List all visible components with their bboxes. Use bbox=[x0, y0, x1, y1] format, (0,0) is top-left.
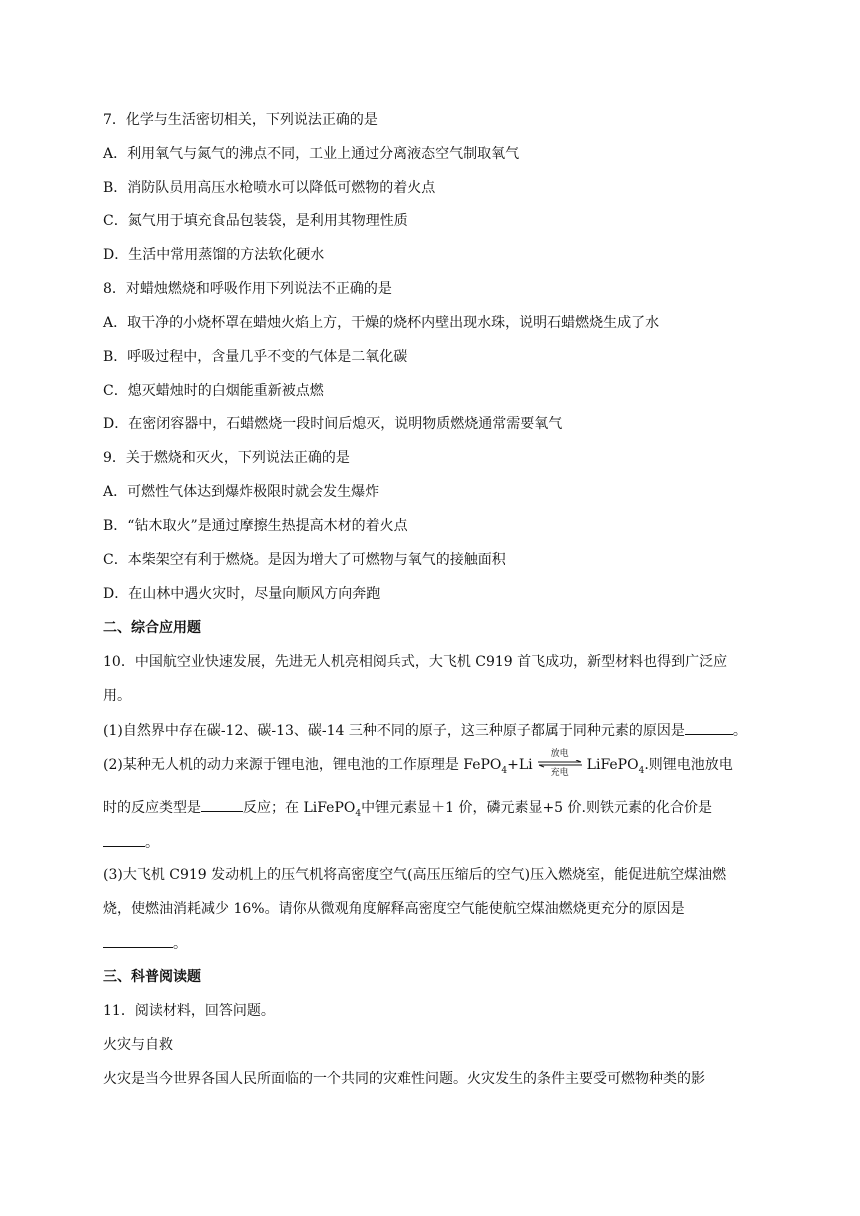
q7-option-d: D．生活中常用蒸馏的方法软化硬水 bbox=[103, 247, 325, 263]
subscript-4: 4 bbox=[501, 765, 508, 776]
answer-blank[interactable] bbox=[103, 933, 173, 948]
q9-option-a: A．可燃性气体达到爆炸极限时就会发生爆炸 bbox=[103, 484, 380, 500]
q10-stem-line2: 用。 bbox=[103, 688, 131, 704]
q10-part1-end: 。 bbox=[732, 723, 747, 739]
arrow-label-charge: 充电 bbox=[550, 768, 569, 778]
section-heading-2: 二、综合应用题 bbox=[103, 620, 201, 636]
q9-option-c: C．本柴架空有利于燃烧。是因为增大了可燃物与氧气的接触面积 bbox=[103, 552, 506, 568]
q9-stem: 9．关于燃烧和灭火，下列说法正确的是 bbox=[103, 450, 350, 466]
arrow-label-discharge: 放电 bbox=[550, 749, 569, 759]
answer-blank[interactable] bbox=[201, 797, 243, 812]
q11-article-title: 火灾与自救 bbox=[103, 1037, 173, 1053]
q10-stem-line1: 10．中国航空业快速发展，先进无人机亮相阅兵式，大飞机 C919 首飞成功，新型材料也得到广泛应 bbox=[103, 654, 728, 670]
answer-blank[interactable] bbox=[685, 720, 733, 735]
q10-part1 bbox=[103, 720, 747, 741]
q10-part2-b3: 中锂元素显＋1 价，磷元素显+5 价.则铁元素的化合价是 bbox=[361, 800, 712, 816]
q8-option-c: C．熄灭蜡烛时的白烟能重新被点燃 bbox=[103, 383, 324, 399]
q10-part2-end: 。 bbox=[145, 835, 159, 851]
q10-part2-line1 bbox=[103, 751, 733, 779]
q10-part2-li: +Li bbox=[507, 757, 533, 773]
subscript-4: 4 bbox=[355, 808, 362, 819]
q8-option-d: D．在密闭容器中，石蜡燃烧一段时间后熄灭，说明物质燃烧通常需要氧气 bbox=[103, 416, 563, 432]
q10-part3-line2: 烧，使燃油消耗减少 16%。请你从微观角度解释高密度空气能使航空煤油燃烧更充分的原因是 bbox=[103, 901, 685, 917]
q7-option-b: B．消防队员用高压水枪喷水可以降低可燃物的着火点 bbox=[103, 180, 436, 196]
q11-article-paragraph: 火灾是当今世界各国人民所面临的一个共同的灾难性问题。火灾发生的条件主要受可燃物种类的影 bbox=[103, 1071, 705, 1087]
q9-option-b: B．“钻木取火”是通过摩擦生热提高木材的着火点 bbox=[103, 518, 408, 534]
q7-stem: 7．化学与生活密切相关，下列说法正确的是 bbox=[103, 112, 378, 128]
q10-part3-line3 bbox=[103, 933, 187, 954]
section-heading-3: 三、科普阅读题 bbox=[103, 969, 201, 985]
q8-option-b: B．呼吸过程中，含量几乎不变的气体是二氧化碳 bbox=[103, 349, 408, 365]
q8-stem: 8．对蜡烛燃烧和呼吸作用下列说法不正确的是 bbox=[103, 281, 392, 297]
q10-part2-text-end: .则锂电池放电 bbox=[644, 757, 733, 773]
q10-part2-b1: 时的反应类型是 bbox=[103, 800, 201, 816]
q7-option-a: A．利用氧气与氮气的沸点不同，工业上通过分离液态空气制取氧气 bbox=[103, 146, 520, 162]
subscript-4: 4 bbox=[638, 765, 645, 776]
q8-option-a: A．取干净的小烧杯罩在蜡烛火焰上方，干燥的烧杯内壁出现水珠，说明石蜡燃烧生成了水 bbox=[103, 315, 660, 331]
q10-part2-b2: 反应；在 LiFePO bbox=[243, 800, 356, 816]
q10-part2-line3 bbox=[103, 832, 159, 853]
double-arrow-icon bbox=[537, 760, 583, 768]
q9-option-d: D．在山林中遇火灾时，尽量向顺风方向奔跑 bbox=[103, 586, 381, 602]
q10-part3-line1: (3)大飞机 C919 发动机上的压气机将高密度空气(高压压缩后的空气)压入燃烧室，能促进航空煤油燃 bbox=[103, 867, 727, 883]
q10-part1-text: (1)自然界中存在碳-12、碳-13、碳-14 三种不同的原子，这三种原子都属于同种元素的原因是 bbox=[103, 723, 685, 739]
q10-part2-line2 bbox=[103, 797, 712, 818]
q10-part3-end: 。 bbox=[173, 936, 187, 952]
q11-stem: 11．阅读材料，回答问题。 bbox=[103, 1003, 275, 1019]
q7-option-c: C．氮气用于填充食品包装袋，是利用其物理性质 bbox=[103, 213, 408, 229]
answer-blank[interactable] bbox=[103, 832, 145, 847]
q10-part2-product: LiFePO bbox=[586, 757, 639, 773]
reversible-reaction-arrow bbox=[537, 751, 583, 779]
q10-part2-text-a: (2)某种无人机的动力来源于锂电池，锂电池的工作原理是 FePO bbox=[103, 757, 502, 773]
